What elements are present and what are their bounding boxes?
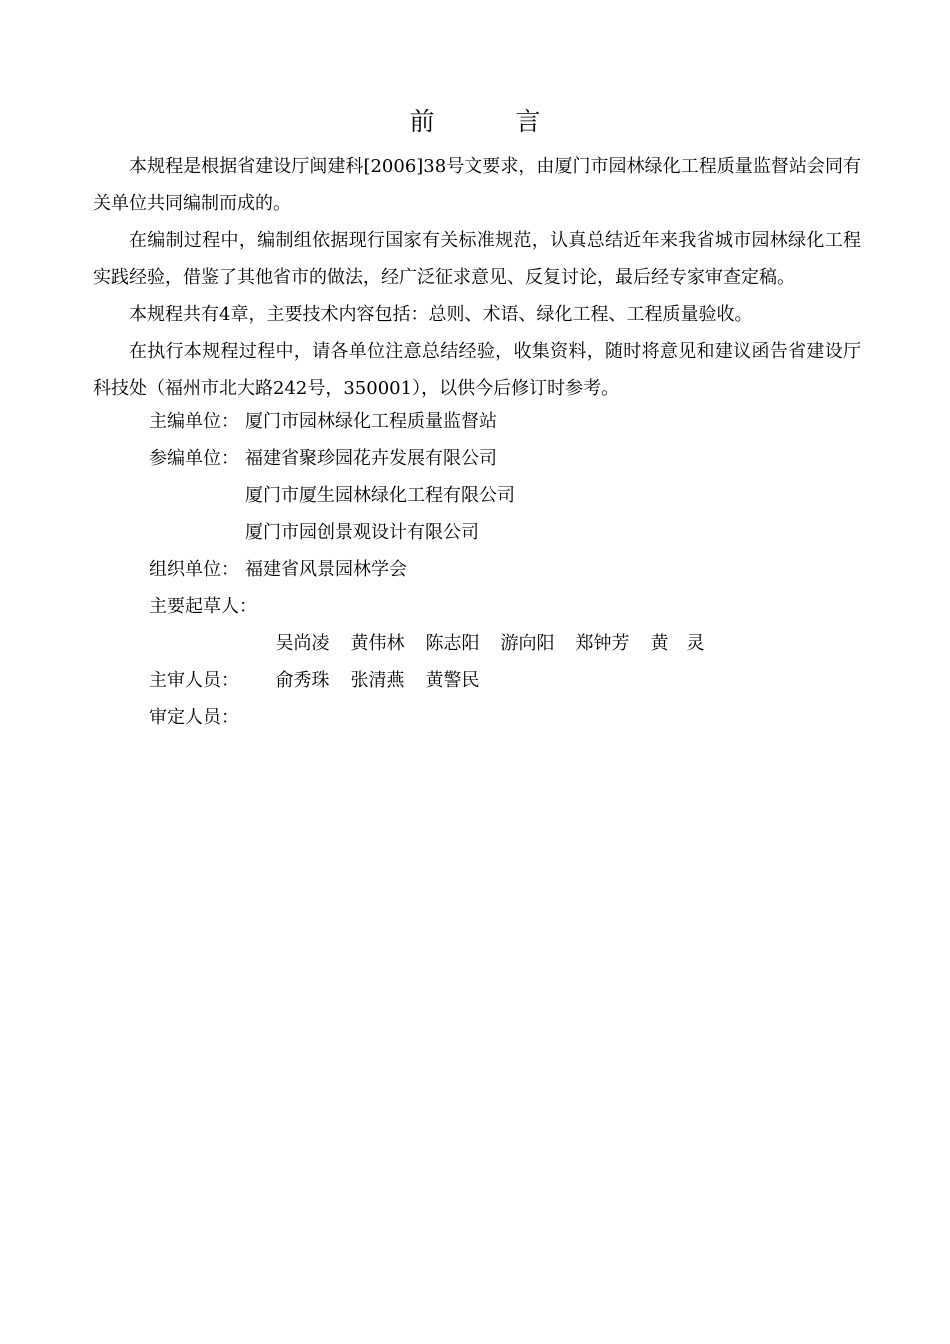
paragraph-2: 在编制过程中，编制组依据现行国家有关标准规范，认真总结近年来我省城市园林绿化工程实践经验，借鉴了其他省市的做法，经广泛征求意见、反复讨论，最后经专家审查定稿。 [93,230,861,288]
chief-editor-value: 厦门市园林绿化工程质量监督站 [245,411,497,432]
page-title: 前 言 [409,107,569,136]
drafters-label: 主要起草人： [149,596,257,617]
drafter-name: 吴尚凌 [275,633,330,654]
drafter-name: 游向阳 [500,633,555,654]
organizer-label: 组织单位： [149,559,239,580]
paragraph-4: 在执行本规程过程中，请各单位注意总结经验，收集资料，随时将意见和建议函告省建设厅科技处（福州市北大路242号，350001），以供今后修订时参考。 [93,341,861,399]
participant-1: 福建省聚珍园花卉发展有限公司 [245,448,497,469]
drafter-name: 黄 灵 [650,633,705,654]
participant-3: 厦门市园创景观设计有限公司 [245,522,479,543]
drafters-row-2 [264,625,500,699]
participants-label: 参编单位： [149,448,239,469]
drafter-name: 黄警民 [425,670,480,691]
drafter-name: 俞秀珠 [275,670,330,691]
drafter-name: 黄伟林 [350,633,405,654]
chief-editor-label: 主编单位： [149,411,239,432]
drafter-name: 郑钟芳 [575,633,630,654]
participant-2: 厦门市厦生园林绿化工程有限公司 [245,485,515,506]
approver-label: 审定人员： [149,707,239,728]
drafter-name: 张清燕 [350,670,405,691]
paragraph-1: 本规程是根据省建设厅闽建科[2006]38号文要求，由厦门市园林绿化工程质量监督站会同有关单位共同编制而成的。 [93,156,861,214]
drafter-name: 陈志阳 [425,633,480,654]
organizer-value: 福建省风景园林学会 [245,559,407,580]
paragraph-3: 本规程共有4章，主要技术内容包括：总则、术语、绿化工程、工程质量验收。 [129,304,753,325]
chief-reviewer-label: 主审人员： [149,670,239,691]
